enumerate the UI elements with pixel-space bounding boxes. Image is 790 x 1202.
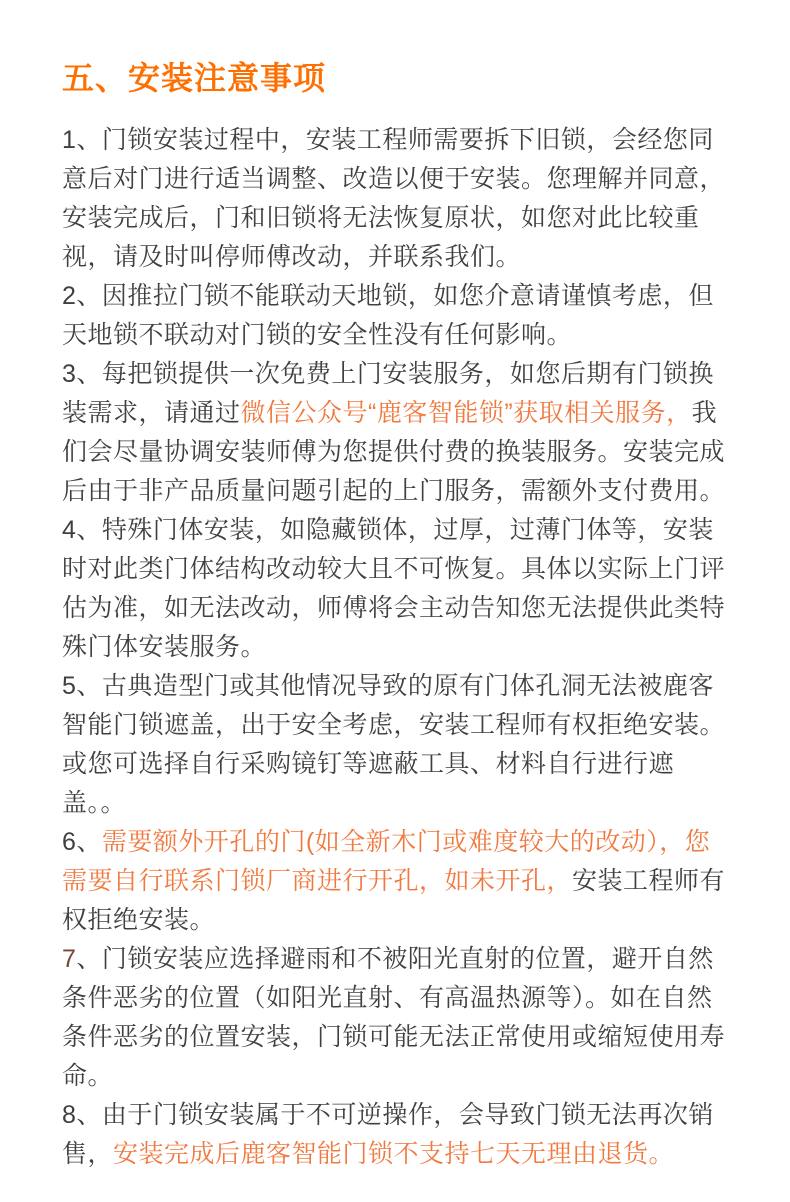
note-4-text: 4、特殊门体安装，如隐藏锁体，过厚，过薄门体等，安装时对此类门体结构改动较大且不可恢复。具体以实际上门评估为准，如无法改动，师傅将会主动告知您无法提供此类特殊门体安装服务。 [62, 516, 726, 661]
note-8-text-lead: 8、由于门锁安装属于不可逆操作，会导致门锁无法再次销售， [62, 1101, 714, 1168]
install-note-1 [62, 121, 728, 277]
install-note-8 [62, 1096, 728, 1174]
note-6-text-trail: 安装工程师有权拒绝安装。 [62, 867, 726, 934]
install-note-7 [62, 940, 728, 1096]
install-note-3 [62, 355, 728, 511]
note-7-text: 、门锁安装应选择避雨和不被阳光直射的位置，避开自然条件恶劣的位置（如阳光直射、有高温热源等）。如在自然条件恶劣的位置安装，门锁可能无法正常使用或缩短使用寿命。 [62, 945, 726, 1090]
note-1-text: 1、门锁安装过程中，安装工程师需要拆下旧锁，会经您同意后对门进行适当调整、改造以便于安装。您理解并同意，安装完成后，门和旧锁将无法恢复原状，如您对此比较重视，请及时叫停师傅改动，并联系我们。 [62, 126, 726, 271]
install-note-4 [62, 511, 728, 667]
section-title: 五、安装注意事项 [62, 60, 327, 96]
note-3-text-trail: 我们会尽量协调安装师傅为您提供付费的换装服务。安装完成后由于非产品质量问题引起的上门服务，需额外支付费用。 [62, 399, 726, 505]
note-8-text-highlight-no-return-policy: 安装完成后鹿客智能门锁不支持七天无理由退货。 [113, 1140, 675, 1168]
install-note-2 [62, 277, 728, 355]
note-5-text: 5、古典造型门或其他情况导致的原有门体孔洞无法被鹿客智能门锁遮盖，出于安全考虑，安装工程师有权拒绝安装。或您可选择自行采购镜钉等遮蔽工具、材料自行进行遮盖。。 [62, 672, 726, 817]
note-6-number: 6、 [62, 828, 102, 856]
install-note-6 [62, 823, 728, 940]
note-3-text-lead: 3、每把锁提供一次免费上门安装服务，如您后期有门锁换装需求，请通过 [62, 360, 714, 427]
note-6-text-highlight-extra-drilling: 需要额外开孔的门(如全新木门或难度较大的改动），您需要自行联系门锁厂商进行开孔，如未开孔， [62, 828, 711, 895]
install-note-5 [62, 667, 728, 823]
note-2-text: 2、因推拉门锁不能联动天地锁，如您介意请谨慎考虑，但天地锁不联动对门锁的安全性没有任何影响。 [62, 282, 714, 349]
note-3-text-highlight-wechat-account: 微信公众号“鹿客智能锁”获取相关服务， [240, 399, 692, 427]
note-7-number: 7 [62, 945, 77, 973]
